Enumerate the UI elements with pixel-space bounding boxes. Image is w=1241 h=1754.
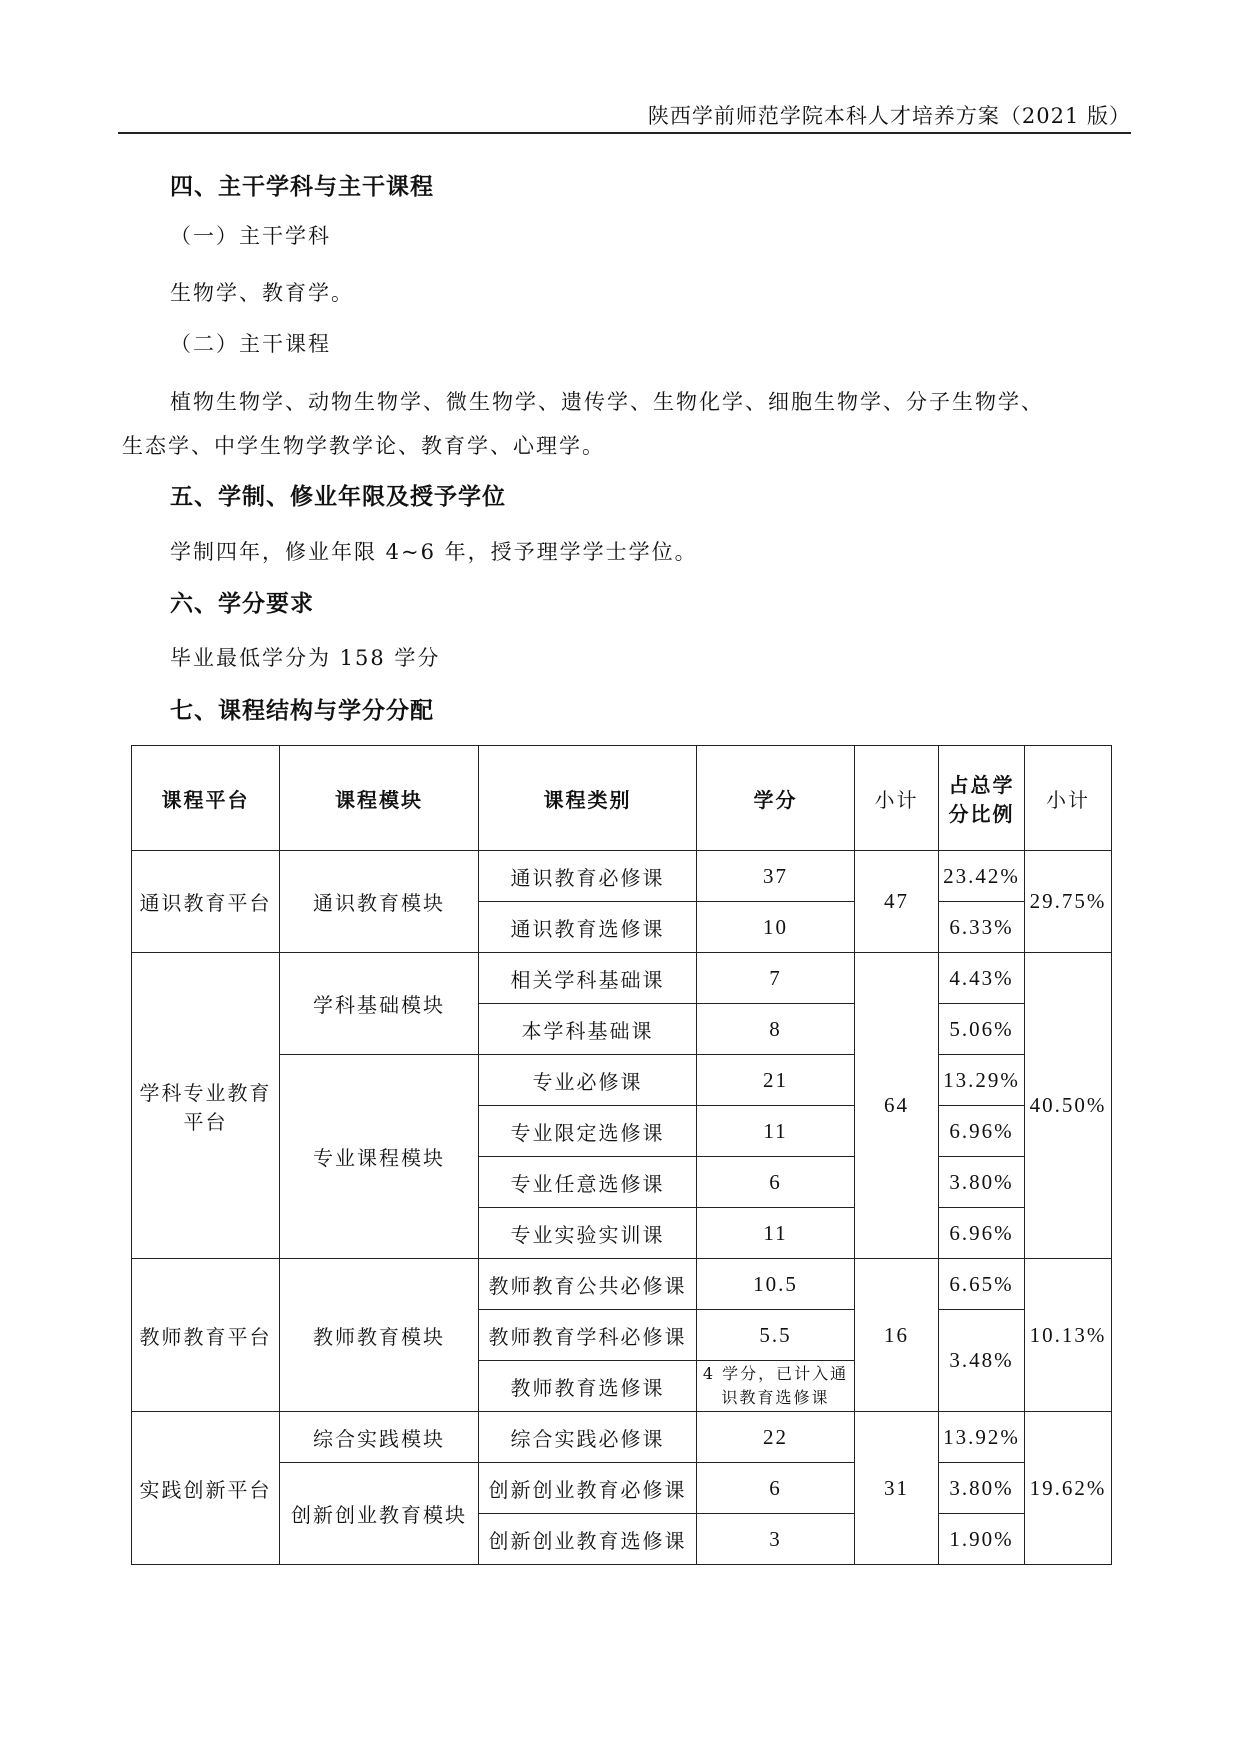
header-platform: 课程平台 xyxy=(132,746,280,851)
platform-line1: 学科专业教育 xyxy=(139,1080,272,1105)
category-cell: 通识教育必修课 xyxy=(479,851,697,902)
module-cell: 通识教育模块 xyxy=(280,851,479,953)
category-cell: 创新创业教育选修课 xyxy=(479,1514,697,1565)
credits-cell: 3 xyxy=(697,1514,855,1565)
credits-cell: 8 xyxy=(697,1004,855,1055)
subtotal-cell: 47 xyxy=(855,851,939,953)
credits-note-line2: 识教育选修课 xyxy=(721,1388,830,1407)
ratio-cell: 13.92% xyxy=(939,1412,1025,1463)
category-cell: 综合实践必修课 xyxy=(479,1412,697,1463)
header-rule xyxy=(118,132,1131,134)
header-ratio xyxy=(939,746,1025,851)
category-cell: 创新创业教育必修课 xyxy=(479,1463,697,1514)
credits-cell: 5.5 xyxy=(697,1310,855,1361)
platform-cell: 通识教育平台 xyxy=(132,851,280,953)
platform-line2: 平台 xyxy=(183,1109,228,1134)
table-row xyxy=(132,851,1112,902)
category-cell: 专业任意选修课 xyxy=(479,1157,697,1208)
ratio-subtotal-cell: 19.62% xyxy=(1025,1412,1112,1565)
module-cell: 综合实践模块 xyxy=(280,1412,479,1463)
credits-cell: 6 xyxy=(697,1463,855,1514)
category-cell: 教师教育选修课 xyxy=(479,1361,697,1412)
ratio-subtotal-cell: 10.13% xyxy=(1025,1259,1112,1412)
section-4-sub2: （二）主干课程 xyxy=(170,332,331,356)
ratio-cell: 5.06% xyxy=(939,1004,1025,1055)
ratio-cell: 6.96% xyxy=(939,1106,1025,1157)
ratio-cell: 6.33% xyxy=(939,902,1025,953)
section-4-sub2-text-line2: 生态学、中学生物学教学论、教育学、心理学。 xyxy=(122,434,605,458)
section-6-text: 毕业最低学分为 158 学分 xyxy=(170,646,441,670)
category-cell: 专业实验实训课 xyxy=(479,1208,697,1259)
header-credits: 学分 xyxy=(697,746,855,851)
ratio-cell: 6.96% xyxy=(939,1208,1025,1259)
ratio-subtotal-cell: 29.75% xyxy=(1025,851,1112,953)
section-5-text: 学制四年，修业年限 4~6 年，授予理学学士学位。 xyxy=(170,540,698,564)
ratio-cell: 3.48% xyxy=(939,1310,1025,1412)
table-row xyxy=(132,953,1112,1004)
table-header-row xyxy=(132,746,1112,851)
section-4-sub1: （一）主干学科 xyxy=(170,224,331,248)
credits-cell: 11 xyxy=(697,1106,855,1157)
ratio-subtotal-cell: 40.50% xyxy=(1025,953,1112,1259)
credits-cell: 10 xyxy=(697,902,855,953)
credits-cell: 6 xyxy=(697,1157,855,1208)
module-cell: 教师教育模块 xyxy=(280,1259,479,1412)
category-cell: 教师教育公共必修课 xyxy=(479,1259,697,1310)
subtotal-cell: 31 xyxy=(855,1412,939,1565)
credits-note-line1: 4 学分，已计入通 xyxy=(702,1364,849,1383)
category-cell: 专业必修课 xyxy=(479,1055,697,1106)
section-4-sub2-text-line1: 植物生物学、动物生物学、微生物学、遗传学、生物化学、细胞生物学、分子生物学、 xyxy=(170,390,1044,414)
header-category: 课程类别 xyxy=(479,746,697,851)
credits-cell: 21 xyxy=(697,1055,855,1106)
section-4-title: 四、主干学科与主干课程 xyxy=(170,174,434,200)
section-7-title: 七、课程结构与学分分配 xyxy=(170,698,434,724)
subtotal-cell: 16 xyxy=(855,1259,939,1412)
platform-cell xyxy=(132,953,280,1259)
credits-cell: 11 xyxy=(697,1208,855,1259)
section-4-sub1-text: 生物学、教育学。 xyxy=(170,281,354,305)
platform-cell: 实践创新平台 xyxy=(132,1412,280,1565)
ratio-cell: 23.42% xyxy=(939,851,1025,902)
section-6-title: 六、学分要求 xyxy=(170,591,314,617)
header-module: 课程模块 xyxy=(280,746,479,851)
credits-cell: 10.5 xyxy=(697,1259,855,1310)
module-cell: 学科基础模块 xyxy=(280,953,479,1055)
header-ratio-line2: 分比例 xyxy=(948,802,1015,826)
header-ratio-line1: 占总学 xyxy=(948,773,1015,797)
ratio-cell: 13.29% xyxy=(939,1055,1025,1106)
ratio-cell: 3.80% xyxy=(939,1463,1025,1514)
category-cell: 本学科基础课 xyxy=(479,1004,697,1055)
ratio-cell: 3.80% xyxy=(939,1157,1025,1208)
section-5-title: 五、学制、修业年限及授予学位 xyxy=(170,484,506,510)
category-cell: 相关学科基础课 xyxy=(479,953,697,1004)
ratio-cell: 1.90% xyxy=(939,1514,1025,1565)
credits-cell: 22 xyxy=(697,1412,855,1463)
category-cell: 专业限定选修课 xyxy=(479,1106,697,1157)
category-cell: 通识教育选修课 xyxy=(479,902,697,953)
credits-cell: 37 xyxy=(697,851,855,902)
credits-note-cell xyxy=(697,1361,855,1412)
credit-structure-table xyxy=(131,745,1112,1565)
credits-cell: 7 xyxy=(697,953,855,1004)
header-subtotal: 小计 xyxy=(855,746,939,851)
running-header: 陕西学前师范学院本科人才培养方案（2021 版） xyxy=(647,104,1131,128)
ratio-cell: 4.43% xyxy=(939,953,1025,1004)
module-cell: 创新创业教育模块 xyxy=(280,1463,479,1565)
ratio-cell: 6.65% xyxy=(939,1259,1025,1310)
platform-cell: 教师教育平台 xyxy=(132,1259,280,1412)
header-ratio-subtotal: 小计 xyxy=(1025,746,1112,851)
module-cell: 专业课程模块 xyxy=(280,1055,479,1259)
table-row xyxy=(132,1412,1112,1463)
subtotal-cell: 64 xyxy=(855,953,939,1259)
table-row xyxy=(132,1259,1112,1310)
category-cell: 教师教育学科必修课 xyxy=(479,1310,697,1361)
